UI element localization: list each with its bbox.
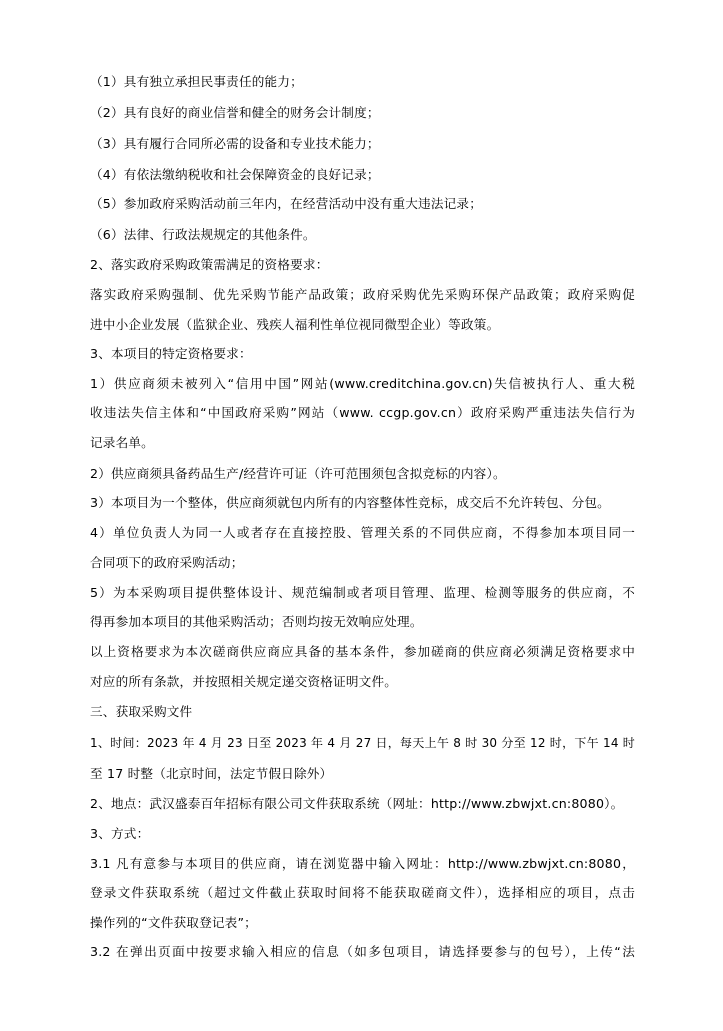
text-line: 得再参加本项目的其他采购活动；否则均按无效响应处理。 [90, 614, 423, 629]
text-line: 进中小企业发展（监狱企业、残疾人福利性单位视同微型企业）等政策。 [90, 317, 500, 332]
text-line: 2）供应商须具备药品生产/经营许可证（许可范围须包含拟竞标的内容）。 [90, 466, 506, 481]
text-line: 落实政府采购强制、优先采购节能产品政策；政府采购优先采购环保产品政策；政府采购促 [90, 287, 635, 302]
section-heading: 2、落实政府采购政策需满足的资格要求： [90, 257, 329, 272]
text-line: （1）具有独立承担民事责任的能力； [90, 74, 303, 89]
text-line: （3）具有履行合同所必需的设备和专业技术能力； [90, 136, 380, 151]
text-line: 登录文件获取系统（超过文件截止获取时间将不能获取磋商文件），选择相应的项目，点击 [90, 885, 635, 900]
text-line: 记录名单。 [90, 435, 154, 450]
text-line: 1）供应商须未被列入“信用中国”网站(www.creditchina.gov.cn)失信被执行人、重大税 [90, 376, 635, 391]
text-line: 2、地点：武汉盛泰百年招标有限公司文件获取系统（网址：http://www.zbwjxt.cn:8080）。 [90, 796, 624, 811]
section-heading: 三、获取采购文件 [90, 704, 193, 719]
text-line: （5）参加政府采购活动前三年内，在经营活动中没有重大违法记录； [90, 196, 483, 211]
text-line: 操作列的“文件获取登记表”； [90, 915, 257, 930]
text-line: （6）法律、行政法规规定的其他条件。 [90, 227, 316, 242]
section-heading: 3、本项目的特定资格要求： [90, 346, 252, 361]
text-line: （4）有依法缴纳税收和社会保障资金的良好记录； [90, 167, 380, 182]
text-line: 收违法失信主体和“中国政府采购”网站（www. ccgp.gov.cn）政府采购严重违法失信行为 [90, 405, 635, 420]
text-line: 3、方式： [90, 826, 150, 841]
text-line: （2）具有良好的商业信誉和健全的财务会计制度； [90, 105, 380, 120]
text-line: 对应的所有条款，并按照相关规定递交资格证明文件。 [90, 674, 398, 689]
text-line: 合同项下的政府采购活动； [90, 555, 244, 570]
text-line: 至 17 时整（北京时间，法定节假日除外） [90, 766, 333, 781]
text-line: 3.2 在弹出页面中按要求输入相应的信息（如多包项目，请选择要参与的包号），上传“法 [90, 944, 635, 959]
text-line: 5）为本采购项目提供整体设计、规范编制或者项目管理、监理、检测等服务的供应商，不 [90, 585, 635, 600]
text-line: 3）本项目为一个整体，供应商须就包内所有的内容整体性竞标，成交后不允许转包、分包。 [90, 495, 610, 510]
text-line: 3.1 凡有意参与本项目的供应商，请在浏览器中输入网址：http://www.zbwjxt.cn:8080， [90, 856, 635, 871]
text-line: 1、时间：2023 年 4 月 23 日至 2023 年 4 月 27 日，每天上午 8 时 30 分至 12 时，下午 14 时 [90, 736, 635, 750]
text-line: 以上资格要求为本次磋商供应商应具备的基本条件，参加磋商的供应商必须满足资格要求中 [90, 644, 635, 659]
text-line: 4）单位负责人为同一人或者存在直接控股、管理关系的不同供应商，不得参加本项目同一 [90, 525, 635, 540]
